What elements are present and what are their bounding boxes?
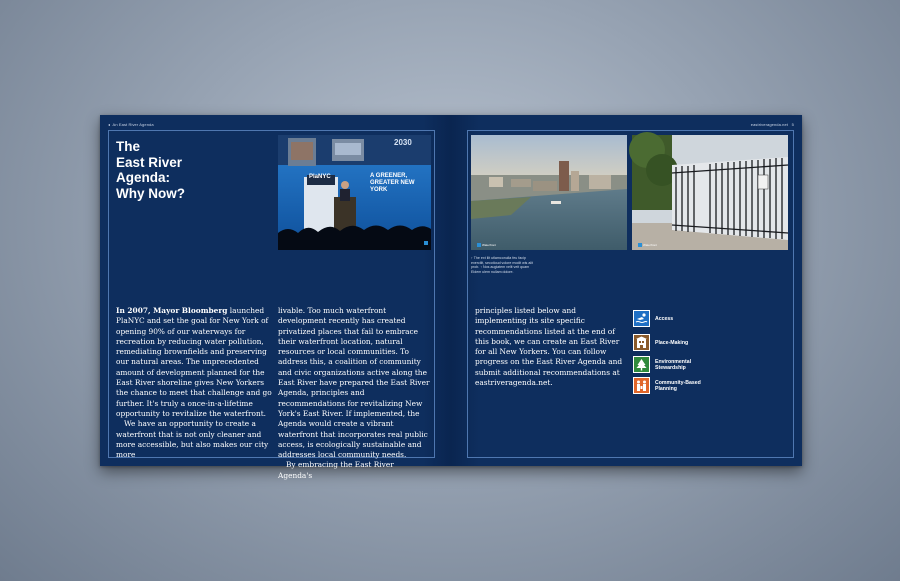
right-running-header: eastriveragenda.net 5 xyxy=(750,122,794,127)
tree-icon xyxy=(633,356,650,373)
left-running-header: ◂ An East River Agenda xyxy=(108,122,154,127)
legend-item-place-making: Place-Making xyxy=(633,334,688,351)
photo-banner-text: A GREENER, GREATER NEW YORK xyxy=(370,173,415,193)
photo-year-text: 2030 xyxy=(394,138,412,147)
body-lead: In 2007, Mayor Bloomberg xyxy=(116,306,228,315)
body-paragraph: principles listed below and implementing its site specific recommendations listed at the end of this book, we can create an East River for all New Yorkers. You can follow progress on the East River Agenda and submit additional recommendations at eastriveragenda.net. xyxy=(475,306,623,388)
page-title: The East River Agenda: Why Now? xyxy=(116,139,185,201)
photo-caption: ↑ The ext ilit utlamconullа feu facip exercilit, secotioud volore modit wis alit prob. ↑ Nos augiatem velit veit quam Eidem ulem nullam dolore. xyxy=(471,256,533,274)
legend-item-access: Access xyxy=(633,310,673,327)
book-spread xyxy=(100,115,802,480)
right-page xyxy=(451,115,802,466)
arrow-left-icon: ◂ xyxy=(108,122,111,127)
body-paragraph: We have an opportunity to create a waterfront that is not only cleaner and more accessible, but also makes our city more xyxy=(116,419,269,460)
legend-item-community-based-planning: Community-Based Planning xyxy=(633,377,705,394)
mayor-podium-photo xyxy=(278,135,431,250)
body-paragraph: By embracing the East River Agenda's xyxy=(278,460,394,480)
river-skyline-photo xyxy=(471,135,627,250)
left-page xyxy=(100,115,451,480)
swimmer-icon xyxy=(633,310,650,327)
body-column-3 xyxy=(475,306,623,388)
fence-illustration xyxy=(632,135,788,250)
photo-tag: Waterfront xyxy=(482,243,496,247)
waterfront-fence-photo xyxy=(632,135,788,250)
people-icon xyxy=(633,377,650,394)
building-icon xyxy=(633,334,650,351)
photo-sign-text: PlaNYC xyxy=(309,174,331,180)
body-column-1 xyxy=(116,306,276,460)
river-skyline-illustration xyxy=(471,135,627,250)
photo-tag: Waterfront xyxy=(643,243,657,247)
page-number: 5 xyxy=(791,122,794,127)
body-paragraph: launched PlaNYC and set the goal for New York of opening 90% of our waterways for recreation by reducing water pollution, remediating brownfields and preserving our natural areas. The unprecedented amount of development planned for the East River shoreline gives New Yorkers the chance to meet that challenge and go further. It's truly a once-in-a-lifetime opportunity to revitalize the waterfront. xyxy=(116,306,272,418)
legend-item-environmental-stewardship: Environmental Stewardship xyxy=(633,356,705,373)
body-column-2 xyxy=(278,306,430,481)
body-paragraph: livable. Too much waterfront development recently has created privatized places that fail to embrace their waterfront location, natural resources or local communities. To address this, a coalition of community and civic organizations active along the East River have prepared the East River Agenda, principles and recommendations for revitalizing New York's East River. If implemented, the Agenda would create a vibrant waterfront that incorporates real public access, is ecologically sustainable and addresses local community needs. xyxy=(278,306,430,460)
